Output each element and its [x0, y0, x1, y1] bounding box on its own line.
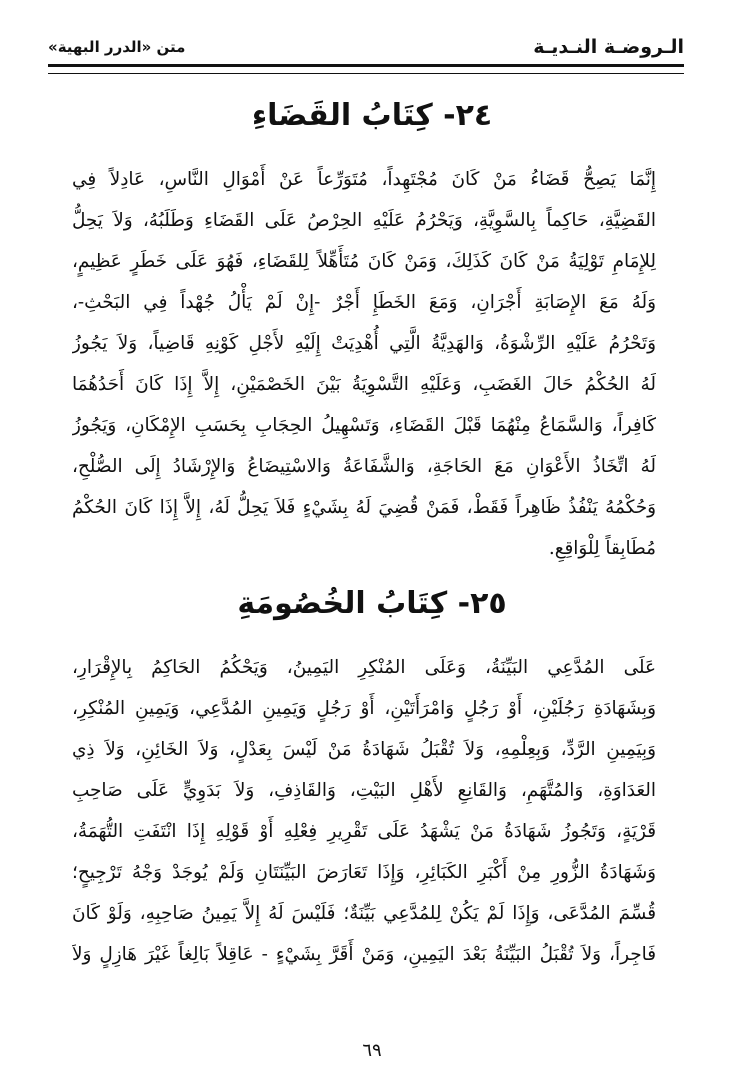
- running-header: [48, 30, 684, 64]
- paragraph-line: مُطَابِقاً لِلْوَاقِعِ.: [548, 538, 656, 559]
- running-header-title: الـروضـة النـديـة: [533, 36, 684, 58]
- paragraph-line: وَبِشَهَادَةِ رَجُلَيْنِ، أَوْ رَجُلٍ وَامْرَأَتَيْنِ، أَوْ رَجُلٍ وَيَمِينِ المُدَّعِي، وَيَمِينِ المُنْكِرِ،: [72, 698, 656, 719]
- paragraph-line: لَهُ اتِّخَاذُ الأَعْوَانِ مَعَ الحَاجَةِ، وَالشَّفَاعَةُ وَالاسْتِيضَاعُ وَالإِرْشَادُ إِلَى الصُّلْحِ،: [72, 456, 656, 477]
- paragraph-line: العَدَاوَةِ، وَالمُتَّهَمِ، وَالقَانِعِ لأَهْلِ البَيْتِ، وَالقَاذِفِ، وَلاَ بَدَوِيٍّ عَلَى صَاحِبِ: [72, 780, 656, 801]
- paragraph-line: قُسِّمَ المُدَّعَى، وَإِذَا لَمْ يَكُنْ لِلمُدَّعِي بَيِّنَةٌ؛ فَلَيْسَ لَهُ إِلاَّ يَمِينُ صَاحِبِهِ، وَلَوْ كَانَ: [72, 903, 656, 924]
- paragraph-line: كَافِراً، وَالسَّمَاعُ مِنْهُمَا قَبْلَ القَضَاءِ، وَتَسْهِيلُ الحِجَابِ بِحَسَبِ الإِمْكَانِ، وَيَجُوزُ: [72, 415, 656, 436]
- paragraph-line: القَضِيَّةِ، حَاكِماً بِالسَّوِيَّةِ، وَيَحْرُمُ عَلَيْهِ الحِرْصُ عَلَى القَضَاءِ وَطَلَبُهُ، وَلاَ يَحِلُّ: [72, 210, 656, 231]
- paragraph-line: لِلإِمَامِ تَوْلِيَةُ مَنْ كَانَ كَذَلِكَ، وَمَنْ كَانَ مُتَأَهِّلاً لِلقَضَاءِ، فَهُوَ عَلَى خَطَرٍ عَظِيمٍ،: [72, 251, 656, 272]
- paragraph-line: وَشَهَادَةُ الزُّورِ مِنْ أَكْبَرِ الكَبَائِرِ، وَإِذَا تَعَارَضَ البَيِّنَتَانِ وَلَمْ يُوجَدْ وَجْهُ تَرْجِيحٍ؛: [72, 862, 656, 883]
- header-divider: [48, 64, 684, 74]
- running-header-book: متن «الدرر البهية»: [48, 38, 186, 56]
- chapter-heading-litigation: ٢٥- كِتَابُ الخُصُومَةِ: [237, 586, 507, 621]
- paragraph-line: لَهُ الحُكْمُ حَالَ الغَضَبِ، وَعَلَيْهِ التَّسْوِيَةُ بَيْنَ الخَصْمَيْنِ، إِلاَّ إِذَا كَانَ أَحَدُهُمَا: [72, 374, 656, 395]
- paragraph-line: وَبِيَمِينِ الرَّدِّ، وَبِعِلْمِهِ، وَلاَ تُقْبَلُ شَهَادَةُ مَنْ لَيْسَ بِعَدْلٍ، وَلاَ الخَائِنِ، وَلاَ ذِي: [72, 739, 656, 760]
- paragraph-line: وَحُكْمُهُ يَنْفُذُ ظَاهِراً فَقَطْ، فَمَنْ قُضِيَ لَهُ بِشَيْءٍ فَلاَ يَحِلُّ لَهُ، إِلاَّ إِذَا كَانَ الحُكْمُ: [72, 497, 656, 518]
- page-number: ٦٩: [362, 1040, 382, 1061]
- paragraph-line: عَلَى المُدَّعِي البَيِّنَةُ، وَعَلَى المُنْكِرِ اليَمِينُ، وَيَحْكُمُ الحَاكِمُ بِالإِقْرَارِ،: [72, 657, 656, 678]
- paragraph-line: إِنَّمَا يَصِحُّ قَضَاءُ مَنْ كَانَ مُجْتَهِداً، مُتَوَرِّعاً عَنْ أَمْوَالِ النَّاسِ، عَادِلاً فِي: [72, 169, 656, 190]
- chapter-heading-judiciary: ٢٤- كِتَابُ القَضَاءِ: [251, 98, 493, 133]
- paragraph-line: وَتَحْرُمُ عَلَيْهِ الرِّشْوَةُ، وَالهَدِيَّةُ الَّتِي أُهْدِيَتْ إِلَيْهِ لأَجْلِ كَوْنِهِ قَاضِياً، وَلاَ يَجُوزُ: [72, 333, 656, 354]
- paragraph-line: قَرْيَةٍ، وَتَجُوزُ شَهَادَةُ مَنْ يَشْهَدُ عَلَى تَقْرِيرِ فِعْلِهِ أَوْ قَوْلِهِ إِذَا انْتَفَتِ التُّهَمَةُ،: [72, 821, 656, 842]
- paragraph-line: وَلَهُ مَعَ الإِصَابَةِ أَجْرَانِ، وَمَعَ الخَطَإِ أَجْرٌ -إِنْ لَمْ يَأْلُ جُهْداً فِي البَحْثِ-،: [72, 292, 656, 313]
- paragraph-line: فَاجِراً، وَلاَ تُقْبَلُ البَيِّنَةُ بَعْدَ اليَمِينِ، وَمَنْ أَقَرَّ بِشَيْءٍ - عَاقِلاً بَالِغاً غَيْرَ هَازِلٍ وَلاَ: [72, 944, 656, 965]
